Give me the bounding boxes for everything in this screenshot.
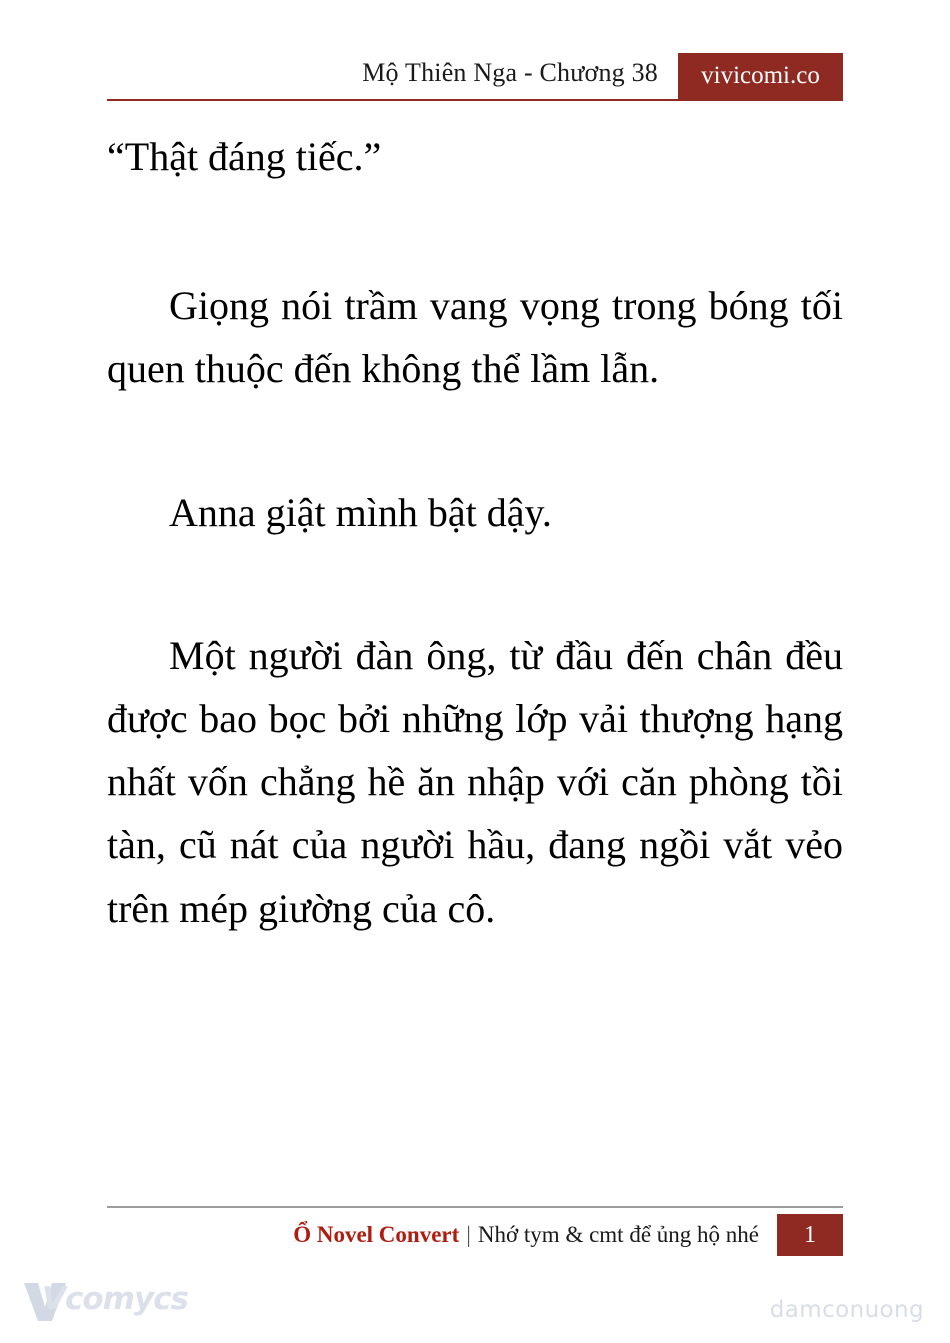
page-footer (107, 1206, 843, 1254)
page-header (107, 56, 843, 100)
paragraph-spacer (107, 578, 843, 624)
paragraph-spacer (107, 222, 843, 274)
footer-credit (293, 1222, 777, 1248)
footer-separator: | (466, 1222, 471, 1247)
site-badge: vivicomi.co (678, 53, 843, 99)
paragraph: Giọng nói trầm vang vọng trong bóng tối quen thuộc đến không thể lầm lẫn. (107, 283, 843, 392)
watermark-left-text: Vcomycs (42, 1281, 189, 1317)
page-content (107, 125, 843, 974)
paragraph: Anna giật mình bật dậy. (169, 489, 552, 535)
paragraph-spacer (107, 435, 843, 481)
page-number: 1 (777, 1214, 843, 1256)
footer-note: Nhớ tym & cmt để ủng hộ nhé (477, 1222, 759, 1247)
header-divider (107, 99, 843, 101)
chapter-title: Mộ Thiên Nga - Chương 38 (362, 58, 658, 87)
watermark-left (22, 1275, 189, 1333)
paragraph: Một người đàn ông, từ đầu đến chân đều được bao bọc bởi những lớp vải thượng hạng nhất vốn chẳng hề ăn nhập với căn phòng tồi tàn, cũ nát của người hầu, đang ngồi vắt vẻo trên mép giường của cô. (107, 632, 843, 931)
footer-divider (107, 1206, 843, 1208)
paragraph: “Thật đáng tiếc.” (107, 134, 382, 179)
footer-brand: Ổ Novel Convert (293, 1222, 460, 1247)
watermark-right: damconuong (769, 1297, 924, 1323)
